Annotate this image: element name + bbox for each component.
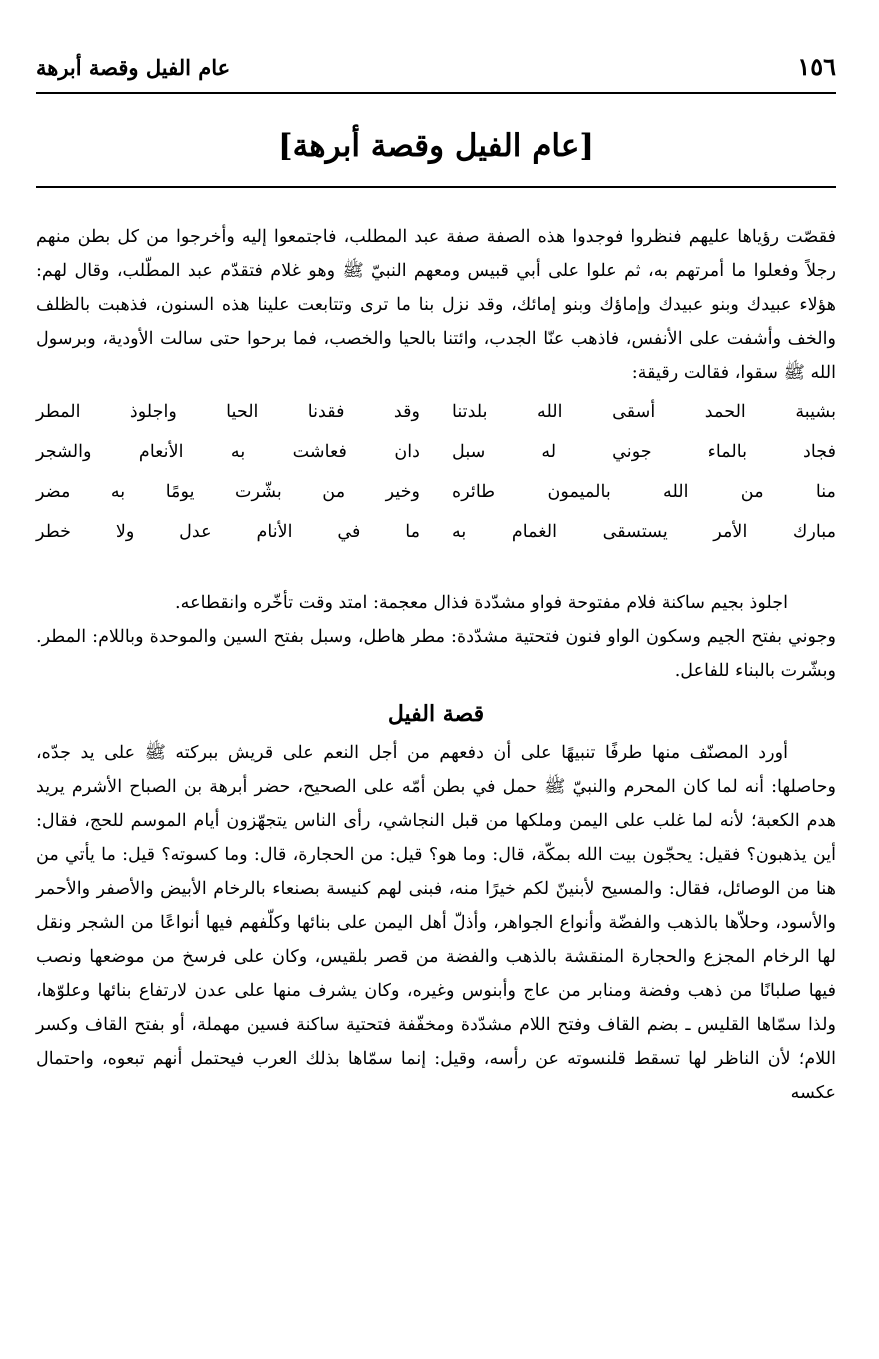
story-paragraph	[36, 736, 836, 1110]
gloss-note-2: وجوني بفتح الجيم وسكون الواو فنون فتحتية مشدّدة: مطر هاطل، وسبل بفتح السين والموحدة وباللام: المطر. وبشّرت بالبناء للفاعل.	[36, 627, 836, 681]
poem	[36, 392, 836, 552]
poem-first-hemistich: مبارك الأمر يستسقى الغمام به	[452, 522, 836, 542]
opening-paragraph: فقصّت رؤياها عليهم فنظروا فوجدوا هذه الصفة صفة عبد المطلب، فاجتمعوا إليه وأخرجوا من كل بطن منهم رجلاً وفعلوا ما أمرتهم به، ثم علوا على أبي قبيس ومعهم النبيّ ﷺ وهو غلام فتقدّم عبد المطّلب، وقال لهم: هؤلاء عبيدك وبنو عبيدك وإماؤك وبنو إمائك، وقد نزل بنا ما ترى وتتابعت علينا هذه السنون، فذهبت بالظلف والخف وأشفت على الأنفس، فاذهب عنّا الجدب، وائتنا بالحيا والخصب، فما برحوا حتى سالت الأودية، وبرسول الله ﷺ سقوا، فقالت رقيقة:	[36, 227, 836, 383]
poem-first-hemistich: فجاد بالماء جوني له سبل	[452, 442, 836, 462]
poem-line	[36, 472, 836, 512]
poem-line	[36, 432, 836, 472]
poem-second-hemistich: دان فعاشت به الأنعام والشجر	[36, 442, 420, 462]
page-number: ١٥٦	[797, 52, 836, 81]
poem-second-hemistich: ما في الأنام عدل ولا خطر	[36, 522, 420, 542]
poem-first-hemistich: منا من الله بالميمون طائره	[452, 482, 836, 502]
poem-line	[36, 512, 836, 552]
story-text: أورد المصنّف منها طرفًا تنبيهًا على أن دفعهم من أجل النعم على قريش ببركته ﷺ على يد جدّه، وحاصلها: أنه لما كان المحرم والنبيّ ﷺ حمل في بطن أمّه على الصحيح، حضر أبرهة بن الصباح الأشرم يريد هدم الكعبة؛ لأنه لما غلب على اليمن وملكها من قبل النجاشي، رأى الناس يتجهّزون أيام الموسم للحج، فقال: أين يذهبون؟ فقيل: يحجّون بيت الله بمكّة، قال: وما هو؟ قيل: من الحجارة، قال: وما كسوته؟ قيل: ما يأتي من هنا من الوصائل، فقال: والمسيح لأبنينّ لكم خيرًا منه، فبنى لهم كنيسة بصنعاء بالرخام الأبيض والأصفر والأحمر والأسود، وحلاّها بالذهب والفضّة وأنواع الجواهر، وأذلّ أهل اليمن على بنائها وكلّفهم فيها أنواعًا من الشجر ونقل لها الرخام المجزع والحجارة المنقشة بالذهب والفضة من قصر بلقيس، وكان على فرسخ من موضعها ونصب فيها صلبانًا من ذهب وفضة ومنابر من عاج وأبنوس وغيره، وكان يشرف منها على عدن لارتفاع بنائها وعلوّها، ولذا سمّاها القليس ـ بضم القاف وفتح اللام مشدّدة ومخفّفة فتحتية ساكنة فسين مهملة، أو بفتح القاف وكسر اللام؛ لأن الناظر لها تسقط قلنسوته عن رأسه، وقيل: إنما سمّاها بذلك العرب فيحتمل أنهم تبعوه، واحتمال عكسه	[36, 743, 836, 1103]
gloss-text-1: اجلوذ بجيم ساكنة فلام مفتوحة فواو مشدّدة فذال معجمة: امتد وقت تأخّره وانقطاعه.	[175, 593, 788, 613]
poem-second-hemistich: وقد فقدنا الحيا واجلوذ المطر	[36, 402, 420, 422]
running-title: عام الفيل وقصة أبرهة	[36, 55, 231, 80]
section-title: قصة الفيل	[387, 701, 485, 727]
poem-first-hemistich: بشيبة الحمد أسقى الله بلدتنا	[452, 402, 836, 422]
poem-second-hemistich: وخير من بشّرت يومًا به مضر	[36, 482, 420, 502]
chapter-title: [عام الفيل وقصة أبرهة]	[36, 128, 836, 188]
gloss-note-1	[36, 586, 836, 620]
poem-line	[36, 392, 836, 432]
book-page	[36, 52, 836, 1110]
running-header	[36, 52, 836, 94]
